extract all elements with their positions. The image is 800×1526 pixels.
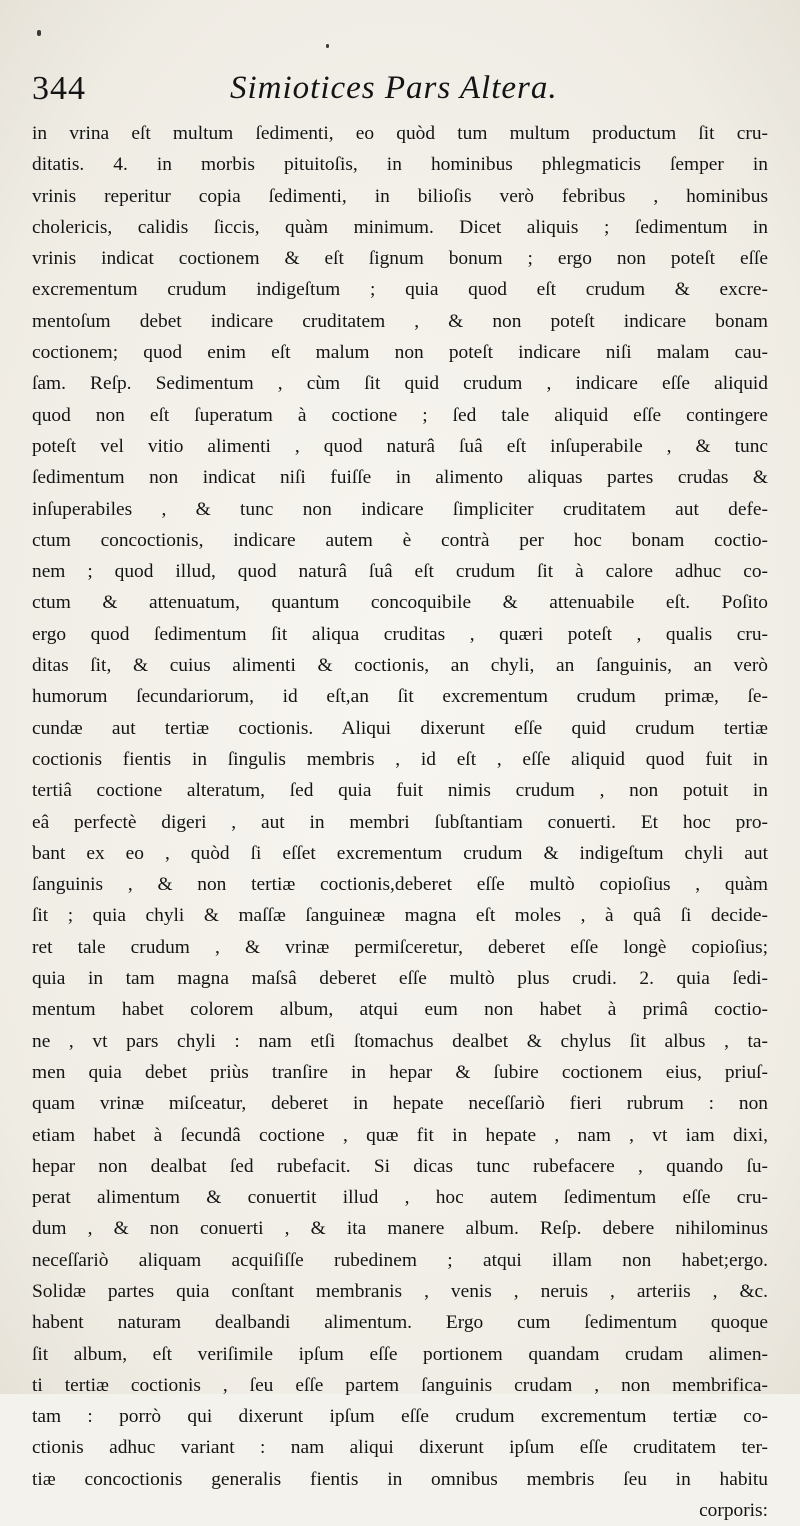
text-line: cundæ aut tertiæ coctionis. Aliqui dixerunt eſſe quid crudum tertiæ xyxy=(32,717,768,739)
text-line: vrinis reperitur copia ſedimenti, in bilioſis verò febribus , hominibus xyxy=(32,185,768,207)
text-line: coctionem; quod enim eſt malum non poteſt indicare niſi malam cau- xyxy=(32,342,768,364)
text-line: ctum concoctionis, indicare autem è contrà per hoc bonam coctio- xyxy=(32,529,768,551)
text-line: coctionis fientis in ſingulis membris , id eſt , eſſe aliquid quod fuit in xyxy=(32,748,768,770)
text-line: neceſſariò aliquam acquiſiſſe rubedinem ; atqui illam non habet;ergo. xyxy=(32,1249,768,1271)
text-line: men quia debet priùs tranſire in hepar & ſubire coctionem eius, priuſ- xyxy=(32,1061,768,1083)
text-line: tiæ concoctionis generalis fientis in omnibus membris ſeu in habitu xyxy=(32,1468,768,1490)
text-line: etiam habet à ſecundâ coctione , quæ fit in hepate , nam , vt iam dixi, xyxy=(32,1124,768,1146)
text-line: excrementum crudum indigeſtum ; quia quod eſt crudum & excre- xyxy=(32,279,768,301)
page-number: 344 xyxy=(32,70,86,107)
text-line: ctionis adhuc variant : nam aliqui dixerunt ipſum eſſe cruditatem ter- xyxy=(32,1437,768,1459)
ink-speck xyxy=(37,30,41,36)
text-line: vrinis indicat coctionem & eſt ſignum bonum ; ergo non poteſt eſſe xyxy=(32,248,768,270)
text-line: quia in tam magna maſsâ deberet eſſe multò plus crudi. 2. quia ſedi- xyxy=(32,968,768,990)
text-line: in vrina eſt multum ſedimenti, eo quòd tum multum productum ſit cru- xyxy=(32,123,768,144)
text-line: ſit ; quia chyli & maſſæ ſanguineæ magna eſt moles , à quâ ſi decide- xyxy=(32,905,768,927)
text-line: tam : porrò qui dixerunt ipſum eſſe crudum excrementum tertiæ co- xyxy=(32,1406,768,1428)
text-line: ſit album, eſt veriſimile ipſum eſſe portionem quandam crudam alimen- xyxy=(32,1343,768,1365)
text-line: ctum & attenuatum, quantum concoquibile & attenuabile eſt. Poſito xyxy=(32,592,768,614)
text-line: eâ perfectè digeri , aut in membri ſubſtantiam conuerti. Et hoc pro- xyxy=(32,811,768,833)
text-line: ne , vt pars chyli : nam etſi ſtomachus dealbet & chylus ſit albus , ta- xyxy=(32,1030,768,1052)
text-line: Solidæ partes quia conſtant membranis , venis , neruis , arteriis , &c. xyxy=(32,1280,768,1302)
text-line: quod non eſt ſuperatum à coctione ; ſed tale aliquid eſſe contingere xyxy=(32,404,768,426)
text-line: ſanguinis , & non tertiæ coctionis,deberet eſſe multò copioſius , quàm xyxy=(32,874,768,896)
text-line: mentoſum debet indicare cruditatem , & non poteſt indicare bonam xyxy=(32,310,768,332)
text-line: poteſt vel vitio alimenti , quod naturâ ſuâ eſt inſuperabile , & tunc xyxy=(32,435,768,457)
text-line: ſedimentum non indicat niſi fuiſſe in alimento aliquas partes crudas & xyxy=(32,467,768,489)
text-line: ergo quod ſedimentum ſit aliqua cruditas , quæri poteſt , qualis cru- xyxy=(32,623,768,645)
text-line: habent naturam dealbandi alimentum. Ergo cum ſedimentum quoque xyxy=(32,1312,768,1334)
text-line: ditas ſit, & cuius alimenti & coctionis, an chyli, an ſanguinis, an verò xyxy=(32,655,768,677)
text-line: tertiâ coctione alteratum, ſed quia fuit nimis crudum , non potuit in xyxy=(32,780,768,802)
text-line: dum , & non conuerti , & ita manere album. Reſp. debere nihilominus xyxy=(32,1218,768,1240)
text-line: bant ex eo , quòd ſi eſſet excrementum crudum & indigeſtum chyli aut xyxy=(32,842,768,864)
page-header xyxy=(32,70,772,118)
text-line: cholericis, calidis ſiccis, quàm minimum. Dicet aliquis ; ſedimentum in xyxy=(32,216,768,238)
text-line: ditatis. 4. in morbis pituitoſis, in hominibus phlegmaticis ſemper in xyxy=(32,154,768,176)
text-line: quam vrinæ miſceatur, deberet in hepate neceſſariò fieri rubrum : non xyxy=(32,1093,768,1115)
text-line: hepar non dealbat ſed rubefacit. Si dicas tunc rubefacere , quando ſu- xyxy=(32,1155,768,1177)
text-line: mentum habet colorem album, atqui eum non habet à primâ coctio- xyxy=(32,999,768,1021)
text-line: ti tertiæ coctionis , ſeu eſſe partem ſanguinis crudam , non membrifica- xyxy=(32,1374,768,1396)
text-line: corporis: xyxy=(699,1500,768,1522)
text-line: humorum ſecundariorum, id eſt,an ſit excrementum crudum primæ, ſe- xyxy=(32,686,768,708)
running-title: Simiotices Pars Altera. xyxy=(230,70,558,106)
text-line: perat alimentum & conuertit illud , hoc autem ſedimentum eſſe cru- xyxy=(32,1187,768,1209)
text-line: ret tale crudum , & vrinæ permiſceretur, deberet eſſe longè copioſius; xyxy=(32,936,768,958)
text-line: inſuperabiles , & tunc non indicare ſimpliciter cruditatem aut defe- xyxy=(32,498,768,520)
body-text xyxy=(32,118,768,1526)
text-line: nem ; quod illud, quod naturâ ſuâ eſt crudum ſit à calore adhuc co- xyxy=(32,561,768,583)
ink-speck xyxy=(326,44,329,48)
text-line: ſam. Reſp. Sedimentum , cùm ſit quid crudum , indicare eſſe aliquid xyxy=(32,373,768,395)
